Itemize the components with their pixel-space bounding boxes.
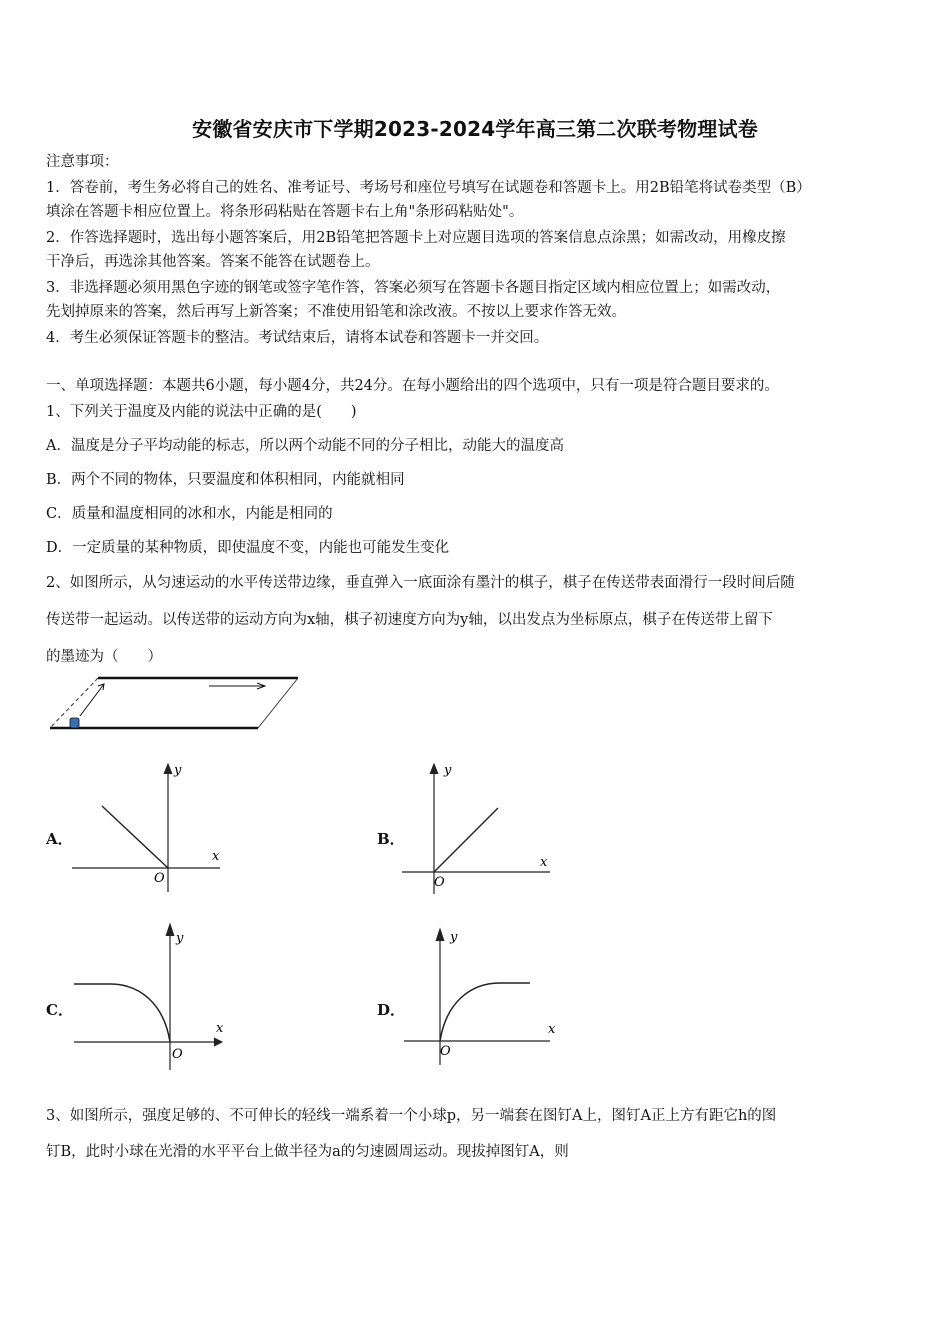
question-2-line: 2、如图所示，从匀速运动的水平传送带边缘，垂直弹入一底面涂有墨汁的棋子，棋子在传送带表面滑行一段时间后随 bbox=[46, 575, 795, 591]
axis-x-label: x bbox=[548, 1022, 556, 1037]
question-1-option-b: B．两个不同的物体，只要温度和体积相同，内能就相同 bbox=[46, 472, 405, 488]
origin-label: O bbox=[172, 1047, 183, 1062]
origin-label: O bbox=[154, 871, 165, 886]
axis-y-label: y bbox=[174, 763, 182, 778]
notice-line: 3．非选择题必须用黑色字迹的钢笔或签字笔作答，答案必须写在答题卡各题目指定区域内相应位置上；如需改动， bbox=[46, 280, 781, 296]
axis-y-label: y bbox=[444, 763, 452, 778]
question-1-stem: 1、下列关于温度及内能的说法中正确的是( ) bbox=[46, 404, 357, 420]
notice-line: 2．作答选择题时，选出每小题答案后，用2B铅笔把答题卡上对应题目选项的答案信息点涂黑；如需改动，用橡皮擦 bbox=[46, 230, 786, 246]
notice-line: 先划掉原来的答案，然后再写上新答案；不准使用铅笔和涂改液。不按以上要求作答无效。 bbox=[46, 304, 626, 320]
question-1-option-d: D．一定质量的某种物质，即使温度不变，内能也可能发生变化 bbox=[46, 540, 450, 556]
axis-x-label: x bbox=[212, 849, 220, 864]
choice-c-label: C． bbox=[46, 1001, 73, 1019]
axis-y-label: y bbox=[450, 930, 458, 945]
notice-line: 干净后，再选涂其他答案。答案不能答在试题卷上。 bbox=[46, 254, 380, 270]
section-heading: 一、单项选择题：本题共6小题，每小题4分，共24分。在每小题给出的四个选项中，只有一项是符合题目要求的。 bbox=[46, 378, 779, 394]
question-3-line: 3、如图所示，强度足够的、不可伸长的轻线一端系着一个小球p，另一端套在图钉A上，图钉A正上方有距它h的图 bbox=[46, 1108, 777, 1124]
page-title: 安徽省安庆市下学期2023-2024学年高三第二次联考物理试卷 bbox=[192, 117, 758, 141]
notice-heading: 注意事项： bbox=[46, 154, 119, 170]
axis-y-label: y bbox=[176, 931, 184, 946]
question-3-line: 钉B，此时小球在光滑的水平平台上做半径为a的匀速圆周运动。现拔掉图钉A，则 bbox=[46, 1144, 569, 1160]
conveyor-belt-figure bbox=[46, 672, 306, 734]
origin-label: O bbox=[434, 875, 445, 890]
question-1-option-c: C．质量和温度相同的冰和水，内能是相同的 bbox=[46, 506, 333, 522]
choice-b-label: B． bbox=[377, 830, 405, 848]
question-2-line: 的墨迹为（ ） bbox=[46, 649, 162, 665]
axis-x-label: x bbox=[216, 1021, 224, 1036]
notice-line: 1．答卷前，考生务必将自己的姓名、准考证号、考场号和座位号填写在试题卷和答题卡上。用2B铅笔将试卷类型（B） bbox=[46, 180, 811, 196]
origin-label: O bbox=[440, 1044, 451, 1059]
graph-b bbox=[400, 760, 570, 895]
question-2-line: 传送带一起运动。以传送带的运动方向为x轴，棋子初速度方向为y轴，以出发点为坐标原点，棋子在传送带上留下 bbox=[46, 612, 773, 628]
graph-d bbox=[400, 925, 570, 1075]
question-1-option-a: A．温度是分子平均动能的标志，所以两个动能不同的分子相比，动能大的温度高 bbox=[46, 438, 564, 454]
axis-x-label: x bbox=[540, 855, 548, 870]
notice-line: 填涂在答题卡相应位置上。将条形码粘贴在答题卡右上角"条形码粘贴处"。 bbox=[46, 204, 524, 220]
choice-a-label: A． bbox=[46, 830, 73, 848]
notice-line: 4．考生必须保证答题卡的整洁。考试结束后，请将本试卷和答题卡一并交回。 bbox=[46, 330, 549, 346]
graph-a bbox=[70, 760, 240, 895]
graph-c bbox=[70, 920, 240, 1075]
choice-d-label: D． bbox=[377, 1001, 406, 1019]
